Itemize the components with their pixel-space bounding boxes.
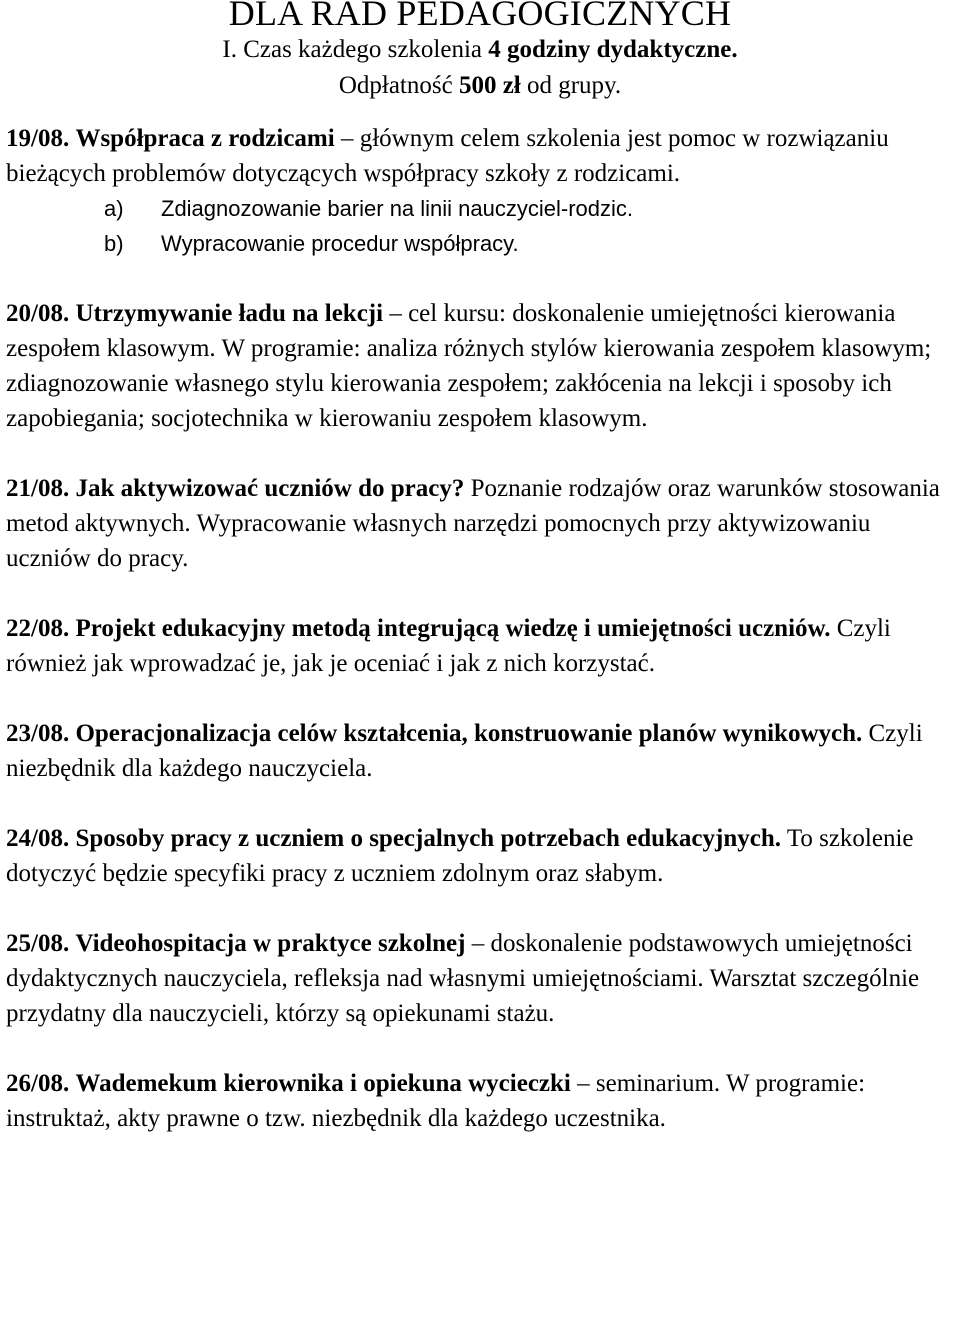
course-section-7 [0,1066,960,1136]
course-section-0 [0,121,960,261]
course-topic: Sposoby pracy z uczniem o specjalnych potrzebach edukacyjnych. [75,825,782,852]
course-section-5 [0,821,960,891]
course-date: 19/08. [6,125,70,152]
price-value: 500 zł [458,72,521,99]
course-description: – cel kursu: doskonalenie umiejętności kierowania zespołem klasowym. W programie: analiza różnych stylów kierowania zespołem klasowym; zdiagnozowanie własnego stylu kierowania zespołem; zakłócenia na lekcji i sposoby ich zapobiegania; socjotechnika w kierowaniu zespołem klasowym. [6,300,932,432]
course-section-3 [0,611,960,681]
course-section-4 [0,716,960,786]
list-marker: a) [104,196,124,221]
course-section-6 [0,926,960,1031]
price-suffix: od grupy. [520,72,622,99]
course-topic: Projekt edukacyjny metodą integrującą wiedzę i umiejętności uczniów. [75,615,831,642]
list-item [6,191,956,226]
course-description: – seminarium. W programie: instruktaż, akty prawne o tzw. niezbędnik dla każdego uczestnika. [6,1070,866,1132]
price-line [0,68,960,104]
course-section-2 [0,471,960,576]
course-description: – doskonalenie podstawowych umiejętności dydaktycznych nauczyciela, refleksja nad własnymi umiejętnościami. Warsztat szczególnie przydatny dla nauczycieli, którzy są opiekunami stażu. [6,930,920,1027]
course-description: Czyli również jak wprowadzać je, jak je oceniać i jak z nich korzystać. [6,615,891,677]
course-date: 22/08. [6,615,70,642]
course-date: 25/08. [6,930,70,957]
course-date: 24/08. [6,825,70,852]
course-date: 21/08. [6,475,70,502]
course-topic: Współpraca z rodzicami [75,125,335,152]
course-description: Poznanie rodzajów oraz warunków stosowania metod aktywnych. Wypracowanie własnych narzędzi pomocnych przy aktywizowaniu uczniów do pracy. [6,475,940,572]
page-title: DLA RAD PEDAGOGICZNYCH [228,0,732,33]
course-date: 26/08. [6,1070,70,1097]
course-date: 23/08. [6,720,70,747]
list-item [6,226,956,261]
document-header [0,0,960,104]
list-item-text: Wypracowanie procedur współpracy. [161,231,519,256]
course-section-1 [0,296,960,436]
list-item-text: Zdiagnozowanie barier na linii nauczyciel-rodzic. [161,196,634,221]
course-topic: Wademekum kierownika i opiekuna wycieczki [75,1070,571,1097]
course-topic: Videohospitacja w praktyce szkolnej [75,930,466,957]
course-description: To szkolenie dotyczyć będzie specyfiki pracy z uczniem zdolnym oraz słabym. [6,825,914,887]
course-topic: Utrzymywanie ładu na lekcji [75,300,384,327]
course-description: – głównym celem szkolenia jest pomoc w rozwiązaniu bieżących problemów dotyczących współpracy szkoły z rodzicami. [6,125,889,187]
course-description: Czyli niezbędnik dla każdego nauczyciela. [6,720,923,782]
price-prefix: Odpłatność [338,72,459,99]
duration-prefix: I. Czas każdego szkolenia [222,36,489,63]
duration-line [0,32,960,68]
course-topic: Operacjonalizacja celów kształcenia, konstruowanie planów wynikowych. [75,720,863,747]
duration-value: 4 godziny dydaktyczne. [488,36,738,63]
course-date: 20/08. [6,300,70,327]
course-item-list [6,191,956,261]
course-topic: Jak aktywizować uczniów do pracy? [75,475,465,502]
list-marker: b) [104,231,124,256]
